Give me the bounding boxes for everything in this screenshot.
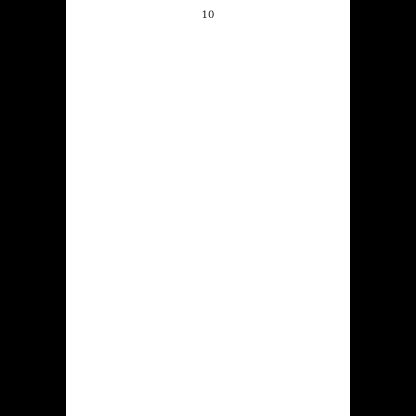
page-number: 10	[201, 10, 215, 21]
book-page	[66, 0, 350, 416]
body-text	[80, 38, 336, 410]
